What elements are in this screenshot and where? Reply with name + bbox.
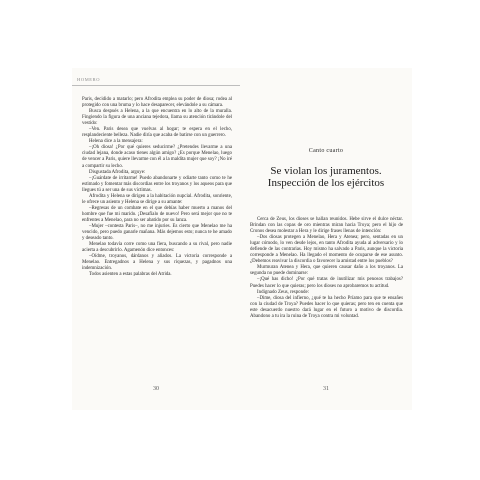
paragraph: Murmuran Atenea y Hera, que quieren causar daño a los troyanos. La segunda no puede dominarse: [250, 265, 403, 277]
left-page [72, 68, 240, 410]
paragraph: Paris, decidido a matarlo; pero Afrodita emplea su poder de diosa; rodea al protegido con una bruma y lo hace desaparecer, elevándole a su cámara. [82, 97, 232, 109]
paragraph: Busca después a Helena, a la que encuentra en lo alto de la muralla. Fingiendo la figura de una anciana tejedora, llama su atención tirándole del vestido: [82, 109, 232, 127]
canto-label: Canto cuarto [308, 148, 344, 154]
chapter-title-line: Inspección de los ejércitos [267, 176, 385, 189]
left-page-text [82, 97, 232, 278]
running-head-rule [72, 85, 240, 86]
paragraph: –¡Qué has dicho! ¿Por qué tratas de inutilizar mis penosos trabajos? Puedes hacer lo que quieras; pero los dioses no aprobaremos tu actitud. [250, 277, 403, 289]
paragraph: –Regresas de un combate en el que debías haber muerto a manos del hombre que fue mi marido. ¡Desafíalo de nuevo! Pero será mejor que no te enfrentes a Menelao, para no ser abatido por su lanza. [82, 205, 232, 223]
paragraph: –Oídme, troyanos, dárdanos y aliados. La victoria corresponde a Menelao. Entregadnos a Helena y sus riquezas, y pagadnos una indemnización. [82, 254, 232, 272]
paragraph: –Dime, diosa del infierno, ¿qué te ha hecho Príamo para que te ensañes con la ciudad de Troya? Puedes hacer lo que quieras; pero ten en cuenta que este desacuerdo nuestro dará lugar en el futuro a motivo de discordia. Abandono a tu ira la ruina de Troya contra mi voluntad. [250, 295, 403, 319]
right-page [240, 68, 412, 410]
paragraph: Afrodita y Helena se dirigen a la habitación nupcial. Afrodita, sonriente, le ofrece un asiento y Helena se dirige a su amante: [82, 193, 232, 205]
paragraph: –Ven. Paris desea que vuelvas al hogar; te espera en el lecho, resplandeciente belleza. Nadie diría que acaba de batirse con un guerrero. [82, 127, 232, 139]
chapter-title-line: Se violan los juramentos. [270, 165, 382, 177]
page-number: 31 [323, 386, 329, 392]
page-number: 30 [153, 386, 159, 392]
paragraph: –¡Oh diosa! ¿Por qué quieres seducirme? ¿Pretendes llevarme a una ciudad lejana, donde acaso tienes algún amigo? ¿Es porque Menelao, luego de vencer a Paris, quiere llevarme con él a la maldita mujer que soy? ¡No iré a compartir su lecho. [82, 145, 232, 169]
right-page-text [250, 217, 403, 320]
paragraph: Cerca de Zeus, los dioses se hallan reunidos. Hebe sirve el dulce néctar. Brindan con las copas de oro mientras miran hacia Troya; pero el hijo de Cronos desea molestar a Hera y le dirige frases llenas de intención: [250, 217, 403, 235]
paragraph: –¡Guárdate de irritarme! Puedo abandonarte y odiarte tanto como te he estimado y fomentar más discordias entre los troyanos y los aqueos para que llegues tú a ser una de sus víctimas. [82, 175, 232, 193]
paragraph: Helena dice a la mensajera: [89, 139, 143, 145]
paragraph: Indignado Zeus, responde: [257, 289, 310, 295]
paragraph: Menelao todavía corre como una fiera, buscando a su rival, pero nadie acierta a descubrirlo. Agamenón dice entonces: [82, 242, 232, 254]
paragraph: –Mujer –contesta Paris–, no me injuries. Es cierto que Menelao me ha vencido, pero puedo ganarle mañana. Más dejemos esto; nunca te he amado y deseado tanto. [82, 223, 232, 242]
chapter-title [240, 166, 412, 189]
paragraph: Disgustada Afrodita, arguye: [89, 169, 146, 175]
running-head: HOMERO [77, 77, 101, 82]
paragraph: –Dos diosas protegen a Menelao, Hera y Atenea; pero, sentadas en un lugar cómodo, lo ven desde lejos, en tanto Afrodita ayuda al adversario y lo defiende de las contrarias. Hoy mismo ha salvado a Paris, aunque la victoria corresponde a Menelao. Ha llegado el momento de ocuparse de ese asunto. ¿Debemos reavivar la discordia o favorecer la amistad entre los pueblos? [250, 235, 403, 265]
paragraph: Todos asienten a estas palabras del Atrida. [89, 272, 172, 278]
